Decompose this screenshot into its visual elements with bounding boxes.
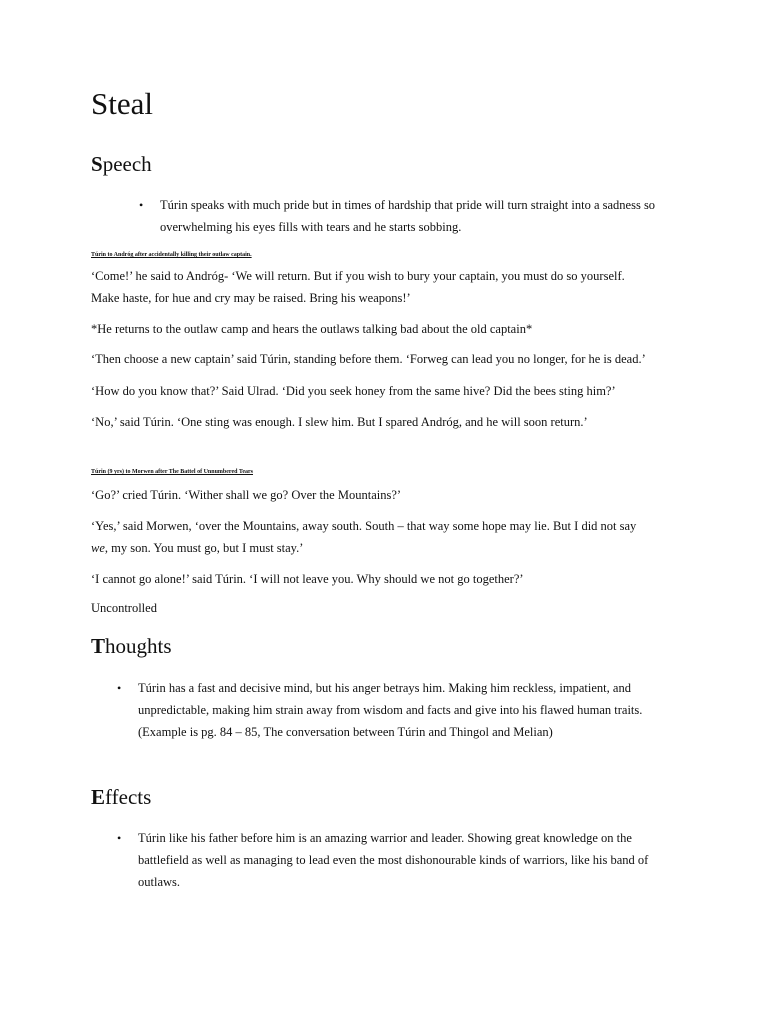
uncontrolled-label	[91, 597, 681, 619]
speech-heading-rest: peech	[102, 152, 152, 176]
quote-go	[91, 484, 681, 506]
page-title: Steal	[91, 86, 153, 121]
quote-come-line: ‘Come!’ he said to Andróg- ‘We will return. But if you wish to bury your captain, you must do so yourself.	[91, 269, 625, 283]
quote-cannot-go-alone	[91, 568, 681, 590]
quote-line: ‘Go?’ cried Túrin. ‘Wither shall we go? Over the Mountains?’	[91, 488, 402, 502]
speech-bullet-line: overwhelming his eyes fills with tears and he starts sobbing.	[160, 220, 462, 234]
effects-heading	[91, 783, 151, 811]
bullet-icon: •	[117, 681, 122, 695]
quote-morwen-line: ‘Yes,’ said Morwen, ‘over the Mountains, away south. South – that way some hope may lie. But I did not say	[91, 519, 637, 533]
quote-one-sting	[91, 411, 681, 433]
speech-heading-initial: S	[91, 152, 103, 176]
effects-bullet-line: battlefield as well as managing to lead even the most dishonourable kinds of warriors, like his band of	[138, 853, 649, 867]
effects-bullet-line: outlaws.	[138, 875, 181, 889]
effects-bullet-text	[138, 827, 648, 893]
quote-morwen-line-2	[91, 537, 681, 559]
emphasis-we: we	[91, 541, 105, 555]
caption-androg: Túrin to Andróg after accidentally killing their outlaw captain.	[91, 252, 252, 258]
thoughts-heading	[91, 632, 172, 660]
effects-heading-initial: E	[91, 785, 106, 809]
caption-morwen: Túrin (9 yrs) to Morwen after The Battel of Unnumbered Tears	[91, 469, 253, 475]
quote-line: ‘I cannot go alone!’ said Túrin. ‘I will not leave you. Why should we not go together?’	[91, 572, 524, 586]
thoughts-bullet-line: (Example is pg. 84 – 85, The conversation between Túrin and Thingol and Melian)	[138, 725, 553, 739]
quote-ulrad	[91, 380, 681, 402]
quote-line: ‘No,’ said Túrin. ‘One sting was enough. I slew him. But I spared Andróg, and he will soon return.’	[91, 415, 588, 429]
bullet-icon: •	[139, 198, 144, 212]
note-outlaw-camp	[91, 318, 681, 340]
speech-bullet-text	[160, 194, 655, 238]
thoughts-bullet-line: unpredictable, making him strain away from wisdom and facts and give into his flawed human traits.	[138, 703, 643, 717]
quote-line: ‘How do you know that?’ Said Ulrad. ‘Did you seek honey from the same hive? Did the bees sting him?’	[91, 384, 616, 398]
quote-new-captain	[91, 348, 681, 370]
uncontrolled-text: Uncontrolled	[91, 601, 157, 615]
thoughts-heading-rest: houghts	[105, 634, 172, 658]
bullet-icon: •	[117, 831, 122, 845]
quote-line: ‘Then choose a new captain’ said Túrin, standing before them. ‘Forweg can lead you no longer, for he is dead.’	[91, 352, 646, 366]
thoughts-heading-initial: T	[91, 634, 106, 658]
speech-heading	[91, 150, 152, 178]
thoughts-bullet-text	[138, 677, 642, 743]
speech-bullet-line: Túrin speaks with much pride but in times of hardship that pride will turn straight into a sadness so	[160, 198, 656, 212]
quote-come-line: Make haste, for hue and cry may be raised. Bring his weapons!’	[91, 291, 411, 305]
note-line: *He returns to the outlaw camp and hears the outlaws talking bad about the old captain*	[91, 322, 533, 336]
quote-morwen-line-2-rest: , my son. You must go, but I must stay.’	[104, 541, 304, 555]
effects-bullet-line: Túrin like his father before him is an amazing warrior and leader. Showing great knowledge on the	[138, 831, 632, 845]
thoughts-bullet-line: Túrin has a fast and decisive mind, but his anger betrays him. Making him reckless, impatient, and	[138, 681, 631, 695]
quote-come	[91, 265, 681, 309]
quote-morwen	[91, 515, 681, 559]
effects-heading-rest: ffects	[105, 785, 152, 809]
